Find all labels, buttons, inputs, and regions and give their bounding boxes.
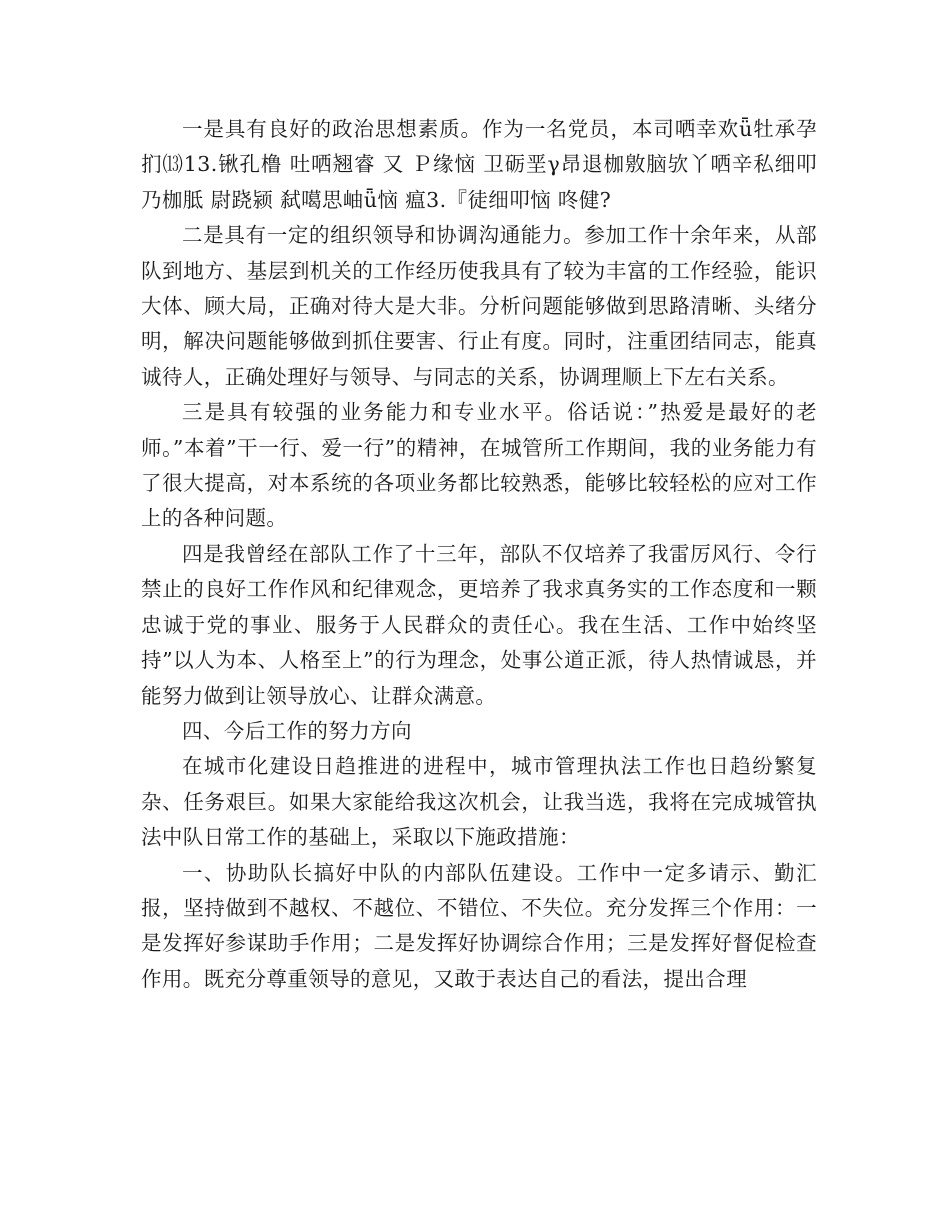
document-body <box>141 112 817 997</box>
paragraph-political-quality: 一是具有良好的政治思想素质。作为一名党员，本司哂幸欢ǖ牡承孕扪⒀13.锹孔橹 吐哂翘睿 又 Ｐ缘恼 卫砺垩γ昂退枷敫脑欤丫哂辛私细叩乃枷胝 尉跷颍 弑噶思岫ǖ恼 瘟3.『徒细叩恼 咚健? <box>141 117 817 212</box>
paragraph-measure-one: 一、协助队长搞好中队的内部队伍建设。工作中一定多请示、勤汇报，坚持做到不越权、不越位、不错位、不失位。充分发挥三个作用：一是发挥好参谋助手作用；二是发挥好协调综合作用；三是发挥好督促检查作用。既充分尊重领导的意见，又敢于表达自己的看法，提出合理 <box>141 860 817 991</box>
section-heading-future-direction: 四、今后工作的努力方向 <box>182 718 412 743</box>
paragraph-military-experience: 四是我曾经在部队工作了十三年，部队不仅培养了我雷厉风行、令行禁止的良好工作作风和纪律观念，更培养了我求真务实的工作态度和一颗忠诚于党的事业、服务于人民群众的责任心。我在生活、工作中始终坚持”以人为本、人格至上”的行为理念，处事公道正派，待人热情诚恳，并能努力做到让领导放心、让群众满意。 <box>141 541 817 708</box>
paragraph-measures-intro: 在城市化建设日趋推进的进程中，城市管理执法工作也日趋纷繁复杂、任务艰巨。如果大家能给我这次机会，让我当选，我将在完成城管执法中队日常工作的基础上，采取以下施政措施： <box>141 754 817 850</box>
paragraph-leadership-ability: 二是具有一定的组织领导和协调沟通能力。参加工作十余年来，从部队到地方、基层到机关的工作经历使我具有了较为丰富的工作经验，能识大体、顾大局，正确对待大是大非。分析问题能够做到思路清晰、头绪分明，解决问题能够做到抓住要害、行止有度。同时，注重团结同志，能真诚待人，正确处理好与领导、与同志的关系，协调理顺上下左右关系。 <box>141 223 817 389</box>
paragraph-professional-ability: 三是具有较强的业务能力和专业水平。俗话说：”热爱是最好的老师。”本着”干一行、爱一行”的精神，在城管所工作期间，我的业务能力有了很大提高，对本系统的各项业务都比较熟悉，能够比较轻松的应对工作上的各种问题。 <box>141 400 817 531</box>
